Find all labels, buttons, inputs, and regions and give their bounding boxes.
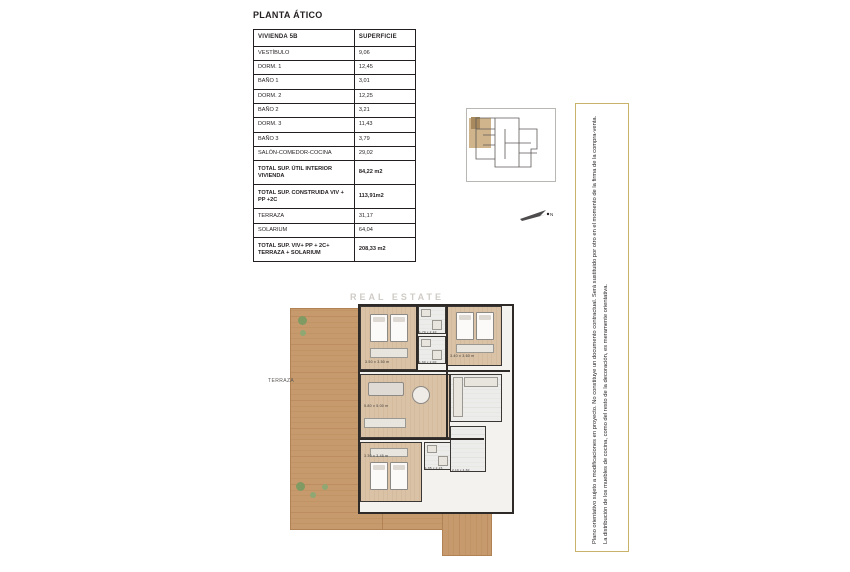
row-label: TERRAZA <box>254 209 355 223</box>
page-title: PLANTA ÁTICO <box>253 10 323 20</box>
vestibulo-dim: 2.10 x 4.30 <box>452 468 470 472</box>
row-value: 12,45 <box>354 60 415 74</box>
row-label: VESTÍBULO <box>254 46 355 60</box>
row-value: 3,79 <box>354 132 415 146</box>
wall <box>358 438 484 440</box>
dining-table-icon <box>412 386 430 404</box>
row-value: 31,17 <box>354 209 415 223</box>
table-header-surface: SUPERFICIE <box>354 30 415 47</box>
wardrobe-icon <box>456 344 494 353</box>
dorm-3-dim: 3.30 x 3.45 m <box>364 454 389 458</box>
row-label: DORM. 1 <box>254 60 355 74</box>
plant-icon <box>298 316 307 325</box>
sink-icon <box>421 309 431 317</box>
bed-icon <box>476 312 494 340</box>
kitchen-counter-icon <box>453 377 463 417</box>
row-value: 29,02 <box>354 147 415 161</box>
north-arrow-label: N <box>550 212 554 217</box>
bano-3-dim: 1.65 x 2.15 <box>425 466 443 470</box>
surface-table <box>253 29 416 262</box>
row-value: 3,01 <box>354 75 415 89</box>
table-row <box>254 118 416 132</box>
sofa-icon <box>368 382 404 396</box>
row-label: BAÑO 3 <box>254 132 355 146</box>
wardrobe-icon <box>370 348 408 358</box>
plant-icon <box>296 482 305 491</box>
dorm-2-dim: 3.50 x 3.50 m <box>365 360 390 364</box>
north-arrow-icon <box>518 205 552 225</box>
terrace-label: TERRAZA <box>268 378 295 384</box>
plant-icon <box>300 330 306 336</box>
wall <box>446 304 448 438</box>
key-plan-outline <box>475 115 547 173</box>
bano-1-dim: 1.70 x 2.10 <box>419 330 437 334</box>
floor-plan <box>260 286 530 556</box>
toilet-icon <box>432 320 442 330</box>
table-header-unit: VIVIENDA 5B <box>254 30 355 47</box>
row-value: 3,21 <box>354 103 415 117</box>
table-row <box>254 103 416 117</box>
table-row <box>254 89 416 103</box>
disclaimer-text: Plano orientativo sujeto a modificaciones en proyecto. No constituye un documento contractual. Será sustituido por otro en el momento de la firma de la compra-venta. La distribución de los muebles de cocina, como del resto de la decoración, es meramente orientativa. <box>592 115 609 544</box>
row-label: DORM. 3 <box>254 118 355 132</box>
row-label: SOLARIUM <box>254 223 355 237</box>
wall <box>358 370 510 372</box>
row-value: 12,25 <box>354 89 415 103</box>
row-value: 11,43 <box>354 118 415 132</box>
row-value: 208,33 m2 <box>354 238 415 262</box>
table-row <box>254 147 416 161</box>
row-value: 84,22 m2 <box>354 161 415 185</box>
salon-dim: 5.80 x 5.00 m <box>364 404 389 408</box>
row-value: 64,04 <box>354 223 415 237</box>
bed-icon <box>370 462 388 490</box>
table-row <box>254 223 416 237</box>
table-row <box>254 132 416 146</box>
row-label: TOTAL SUP. ÚTIL INTERIOR VIVIENDA <box>254 161 355 185</box>
row-label: TOTAL SUP. VIV+ PP + 2C+ TERRAZA + SOLARIUM <box>254 238 355 262</box>
row-value: 113,91m2 <box>354 185 415 209</box>
kitchen-counter-icon <box>464 377 498 387</box>
bed-icon <box>456 312 474 340</box>
table-row-total <box>254 238 416 262</box>
sink-icon <box>421 339 431 347</box>
bed-icon <box>370 314 388 342</box>
bed-icon <box>390 462 408 490</box>
table-row <box>254 46 416 60</box>
bano-2-dim: 1.60 x 2.00 <box>419 360 437 364</box>
key-plan <box>466 108 556 182</box>
row-label: BAÑO 1 <box>254 75 355 89</box>
row-label: SALÓN-COMEDOR-COCINA <box>254 147 355 161</box>
dorm-1-dim: 3.40 x 3.60 m <box>450 354 475 358</box>
row-label: DORM. 2 <box>254 89 355 103</box>
table-row <box>254 60 416 74</box>
table-row <box>254 209 416 223</box>
table-row-total <box>254 161 416 185</box>
plant-icon <box>310 492 316 498</box>
table-row-total <box>254 185 416 209</box>
wall <box>416 304 418 370</box>
tv-unit-icon <box>364 418 406 428</box>
watermark: REAL ESTATE <box>350 292 445 302</box>
row-label: TOTAL SUP. CONSTRUIDA VIV + PP +2C <box>254 185 355 209</box>
table-row <box>254 75 416 89</box>
plant-icon <box>322 484 328 490</box>
room-vestibulo <box>450 426 486 472</box>
table-header-row <box>254 30 416 47</box>
shower-icon <box>432 350 442 360</box>
row-label: BAÑO 2 <box>254 103 355 117</box>
sink-icon <box>427 445 437 453</box>
bed-icon <box>390 314 408 342</box>
north-arrow <box>518 205 558 227</box>
row-value: 9,06 <box>354 46 415 60</box>
toilet-icon <box>438 456 448 466</box>
